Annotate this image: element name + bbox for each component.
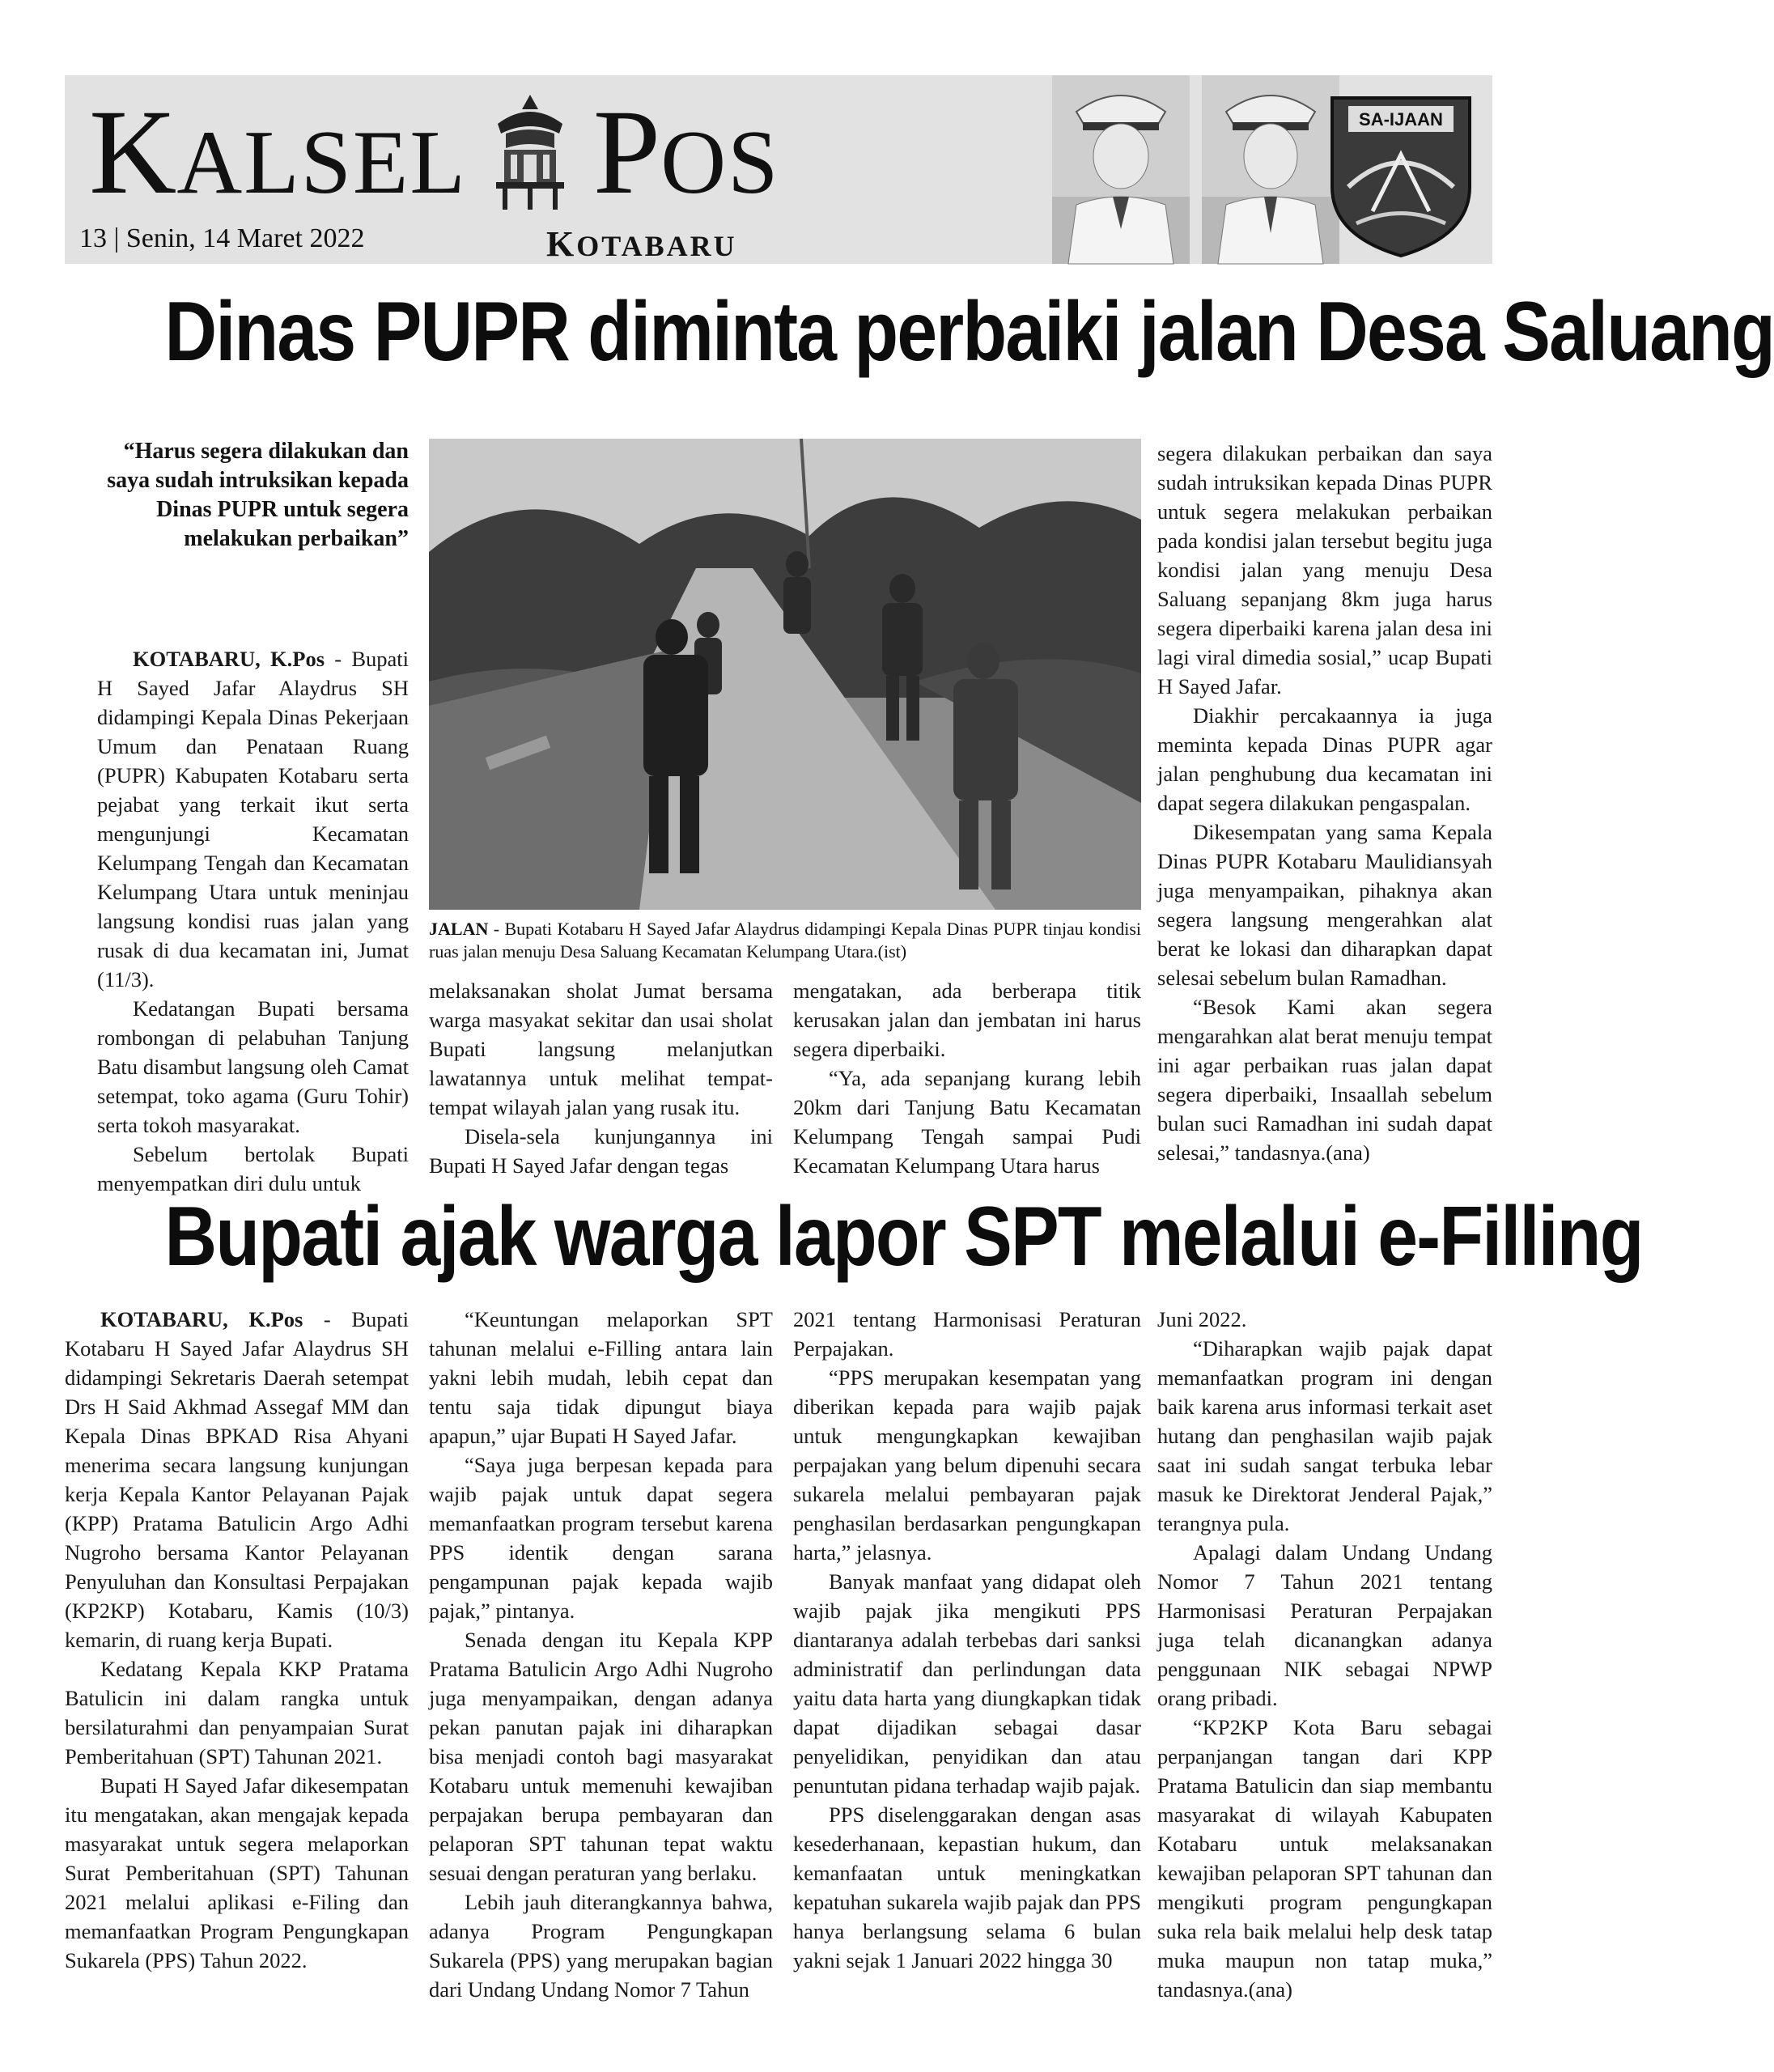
svg-text:SA-IJAAN: SA-IJAAN	[1359, 109, 1443, 130]
vice-regent-portrait	[1202, 75, 1339, 264]
article2-paragraph: Bupati H Sayed Jafar dikesempatan itu mengatakan, akan mengajak kepada masyarakat untuk segera melaporkan Surat Pemberitahuan (SPT) Tahunan 2021 melalui aplikasi e-Filing dan memanfaatkan Program Pengungkapan Sukarela (PPS) Tahun 2022.	[65, 1773, 409, 1972]
article1-paragraph: segera dilakukan perbaikan dan saya sudah intruksikan kepada Dinas PUPR untuk segera melakukan perbaikan pada kondisi jalan tersebut begitu juga kondisi jalan yang menuju Desa Saluang sepanjang 8km juga harus segera diperbaiki karena jalan desa ini lagi viral dimedia sosial,” ucap Bupati H Sayed Jafar.	[1157, 441, 1492, 698]
article1-column-4	[1157, 439, 1492, 1167]
article2-column-1	[65, 1305, 409, 1975]
article2-dateline: KOTABARU, K.Pos	[100, 1307, 303, 1331]
article1-column-2	[429, 976, 773, 1180]
article2-paragraph: Kedatang Kepala KKP Pratama Batulicin ini dalam rangka untuk bersilaturahmi dan penyampaian Surat Pemberitahuan (SPT) Tahunan 2021.	[65, 1657, 409, 1768]
rumah-banjar-emblem-icon	[482, 91, 579, 213]
article1-paragraph: mengatakan, ada berberapa titik kerusakan jalan dan jembatan ini harus segera diperbaiki.	[793, 979, 1141, 1061]
article1-dateline: KOTABARU, K.Pos	[133, 647, 325, 671]
article1-paragraph: melaksanakan sholat Jumat bersama warga masyakat sekitar dan usai sholat Bupati langsung melanjutkan lawatannya untuk melihat tempat-tempat wilayah jalan yang rusak itu.	[429, 979, 773, 1119]
brand-kalsel: K ALSEL	[89, 85, 467, 219]
article1-photo	[429, 439, 1141, 910]
article1-paragraph: “Ya, ada sepanjang kurang lebih 20km dari Tanjung Batu Kecamatan Kelumpang Tengah sampai Pudi Kecamatan Kelumpang Utara harus	[793, 1066, 1141, 1178]
page-number: 13	[79, 223, 107, 253]
article2-paragraph: Juni 2022.	[1157, 1307, 1247, 1331]
article2-column-4	[1157, 1305, 1492, 2004]
article2-column-2	[429, 1305, 773, 2004]
article2-paragraph: “PPS merupakan kesempatan yang diberikan kepada para wajib pajak untuk mengungkapkan kewajiban perpajakan yang belum dipenuhi secara sukarela melalui pembayaran pajak penghasilan berdasarkan pengungkapan harta,” jelasnya.	[793, 1365, 1141, 1565]
article2-paragraph: Apalagi dalam Undang Undang Nomor 7 Tahun 2021 tentang Harmonisasi Peraturan Perpajakan juga telah dicanangkan adanya penggunaan NIK sebagai NPWP orang pribadi.	[1157, 1540, 1492, 1710]
article2-paragraph: PPS diselenggarakan dengan asas kesederhanaan, kepastian hukum, dan kemanfaatan untuk meningkatkan kepatuhan sukarela wajib pajak dan PPS hanya berlangsung selama 6 bulan yakni sejak 1 Januari 2022 hingga 30	[793, 1802, 1141, 1972]
article2-paragraph: “Keuntungan melaporkan SPT tahunan melalui e-Filling antara lain yakni lebih mudah, lebih cepat dan tentu saja tidak dipungut biaya apapun,” ujar Bupati H Sayed Jafar.	[429, 1307, 773, 1448]
article2-headline: Bupati ajak warga lapor SPT melalui e-Filling	[164, 1190, 1643, 1284]
article2-paragraph: KOTABARU, K.Pos - Bupati Kotabaru H Sayed Jafar Alaydrus SH didampingi Sekretaris Daerah setempat Drs H Said Akhmad Assegaf MM dan Kepala Dinas BPKAD Risa Ahyani menerima secara langsung kunjungan kerja Kepala Kantor Pelayanan Pajak (KPP) Pratama Batulicin Argo Adhi Nugroho bersama Kantor Pelayanan Penyuluhan dan Konsultasi Perpajakan (KP2KP) Kotabaru, Kamis (10/3) kemarin, di ruang kerja Bupati.	[65, 1307, 409, 1652]
article1-paragraph: Sebelum bertolak Bupati menyempatkan diri dulu untuk	[97, 1142, 409, 1195]
newspaper-logo	[89, 85, 780, 219]
kotabaru-regency-seal-icon	[1324, 90, 1478, 260]
article1-photo-caption: JALAN - Bupati Kotabaru H Sayed Jafar Alaydrus didampingi Kepala Dinas PUPR tinjau kondisi ruas jalan menuju Desa Saluang Kecamatan Kelumpang Utara.(ist)	[429, 919, 1141, 962]
issue-date: Senin, 14 Maret 2022	[125, 223, 365, 253]
article2-paragraph: Lebih jauh diterangkannya bahwa, adanya Program Pengungkapan Sukarela (PPS) yang merupakan bagian dari Undang Undang Nomor 7 Tahun	[429, 1890, 773, 2002]
article1-paragraph: Kedatangan Bupati bersama rombongan di pelabuhan Tanjung Batu disambut langsung oleh Camat setempat, toko agama (Guru Tohir) serta tokoh masyarakat.	[97, 996, 409, 1137]
article2-paragraph: Banyak manfaat yang didapat oleh wajib pajak jika mengikuti PPS diantaranya adalah terbebas dari sanksi administratif dan perlindungan data yaitu data harta yang diungkapkan tidak dapat dijadikan sebagai dasar penyelidikan, penyidikan dan atau penuntutan pidana terhadap wajib pajak.	[793, 1569, 1141, 1798]
article1-paragraph: Diakhir percakaannya ia juga meminta kepada Dinas PUPR agar jalan penghubung dua kecamatan ini dapat segera dilakukan pengaspalan.	[1157, 703, 1492, 815]
brand-pos: P OS	[592, 85, 780, 219]
article1-paragraph: Dikesempatan yang sama Kepala Dinas PUPR Kotabaru Maulidiansyah juga menyampaikan, pihaknya akan segera langsung mengerahkan alat berat ke lokasi dan diharapkan dapat selesai sebelum bulan Ramadhan.	[1157, 820, 1492, 990]
article1-paragraph: “Besok Kami akan segera mengarahkan alat berat menuju tempat ini agar perbaikan ruas jalan dapat segera diperbaiki, Insaallah sebelum bulan suci Ramadhan ini sudah dapat selesai,” tandasnya.(ana)	[1157, 995, 1492, 1165]
article1-column-3	[793, 976, 1141, 1180]
article2-column-3	[793, 1305, 1141, 1975]
article2-paragraph: “Saya juga berpesan kepada para wajib pajak untuk dapat segera memanfaatkan program tersebut karena PPS identik dengan sarana pengampunan pajak kepada wajib pajak,” pintanya.	[429, 1453, 773, 1623]
article1-pull-quote: “Harus segera dilakukan dan saya sudah intruksikan kepada Dinas PUPR untuk segera melakukan perbaikan”	[107, 439, 409, 551]
regent-portrait	[1052, 75, 1190, 264]
masthead	[65, 75, 1492, 264]
article2-paragraph: “KP2KP Kota Baru sebagai perpanjangan tangan dari KPP Pratama Batulicin dan siap membantu masyarakat di wilayah Kabupaten Kotabaru untuk melaksanakan kewajiban pelaporan SPT tahunan dan mengikuti program pengungkapan suka rela baik melalui help desk tatap muka maupun non tatap muka,” tandasnya.(ana)	[1157, 1715, 1492, 2002]
article1-paragraph: KOTABARU, K.Pos - Bupati H Sayed Jafar Alaydrus SH didampingi Kepala Dinas Pekerjaan Umum dan Penataan Ruang (PUPR) Kabupaten Kotabaru serta pejabat yang terkait ikut serta mengunjungi Kecamatan Kelumpang Tengah dan Kecamatan Kelumpang Utara untuk meninjau langsung kondisi ruas jalan yang rusak di dua kecamatan ini, Jumat (11/3).	[97, 647, 409, 991]
article2-paragraph: “Diharapkan wajib pajak dapat memanfaatkan program ini dengan baik karena arus informasi terkait aset hutang dan penghasilan wajib pajak saat ini sudah sangat terbuka lebar masuk ke Direktorat Jenderal Pajak,” terangnya pula.	[1157, 1336, 1492, 1535]
article1-headline: Dinas PUPR diminta perbaiki jalan Desa Saluang	[164, 285, 1774, 379]
article2-paragraph: 2021 tentang Harmonisasi Peraturan Perpajakan.	[793, 1307, 1141, 1361]
issue-line: 13 | Senin, 14 Maret 2022	[79, 223, 365, 253]
article2-paragraph: Senada dengan itu Kepala KPP Pratama Batulicin Argo Adhi Nugroho juga menyampaikan, dengan adanya pekan panutan pajak ini diharapkan bisa menjadi contoh bagi masyarakat Kotabaru untuk memenuhi kewajiban perpajakan berupa pembayaran dan pelaporan SPT tahunan tepat waktu sesuai dengan peraturan yang berlaku.	[429, 1628, 773, 1885]
article1-paragraph: Disela-sela kunjungannya ini Bupati H Sayed Jafar dengan tegas	[429, 1124, 773, 1178]
section-name: KOTABARU	[546, 224, 737, 264]
article1-column-1	[97, 644, 409, 1198]
